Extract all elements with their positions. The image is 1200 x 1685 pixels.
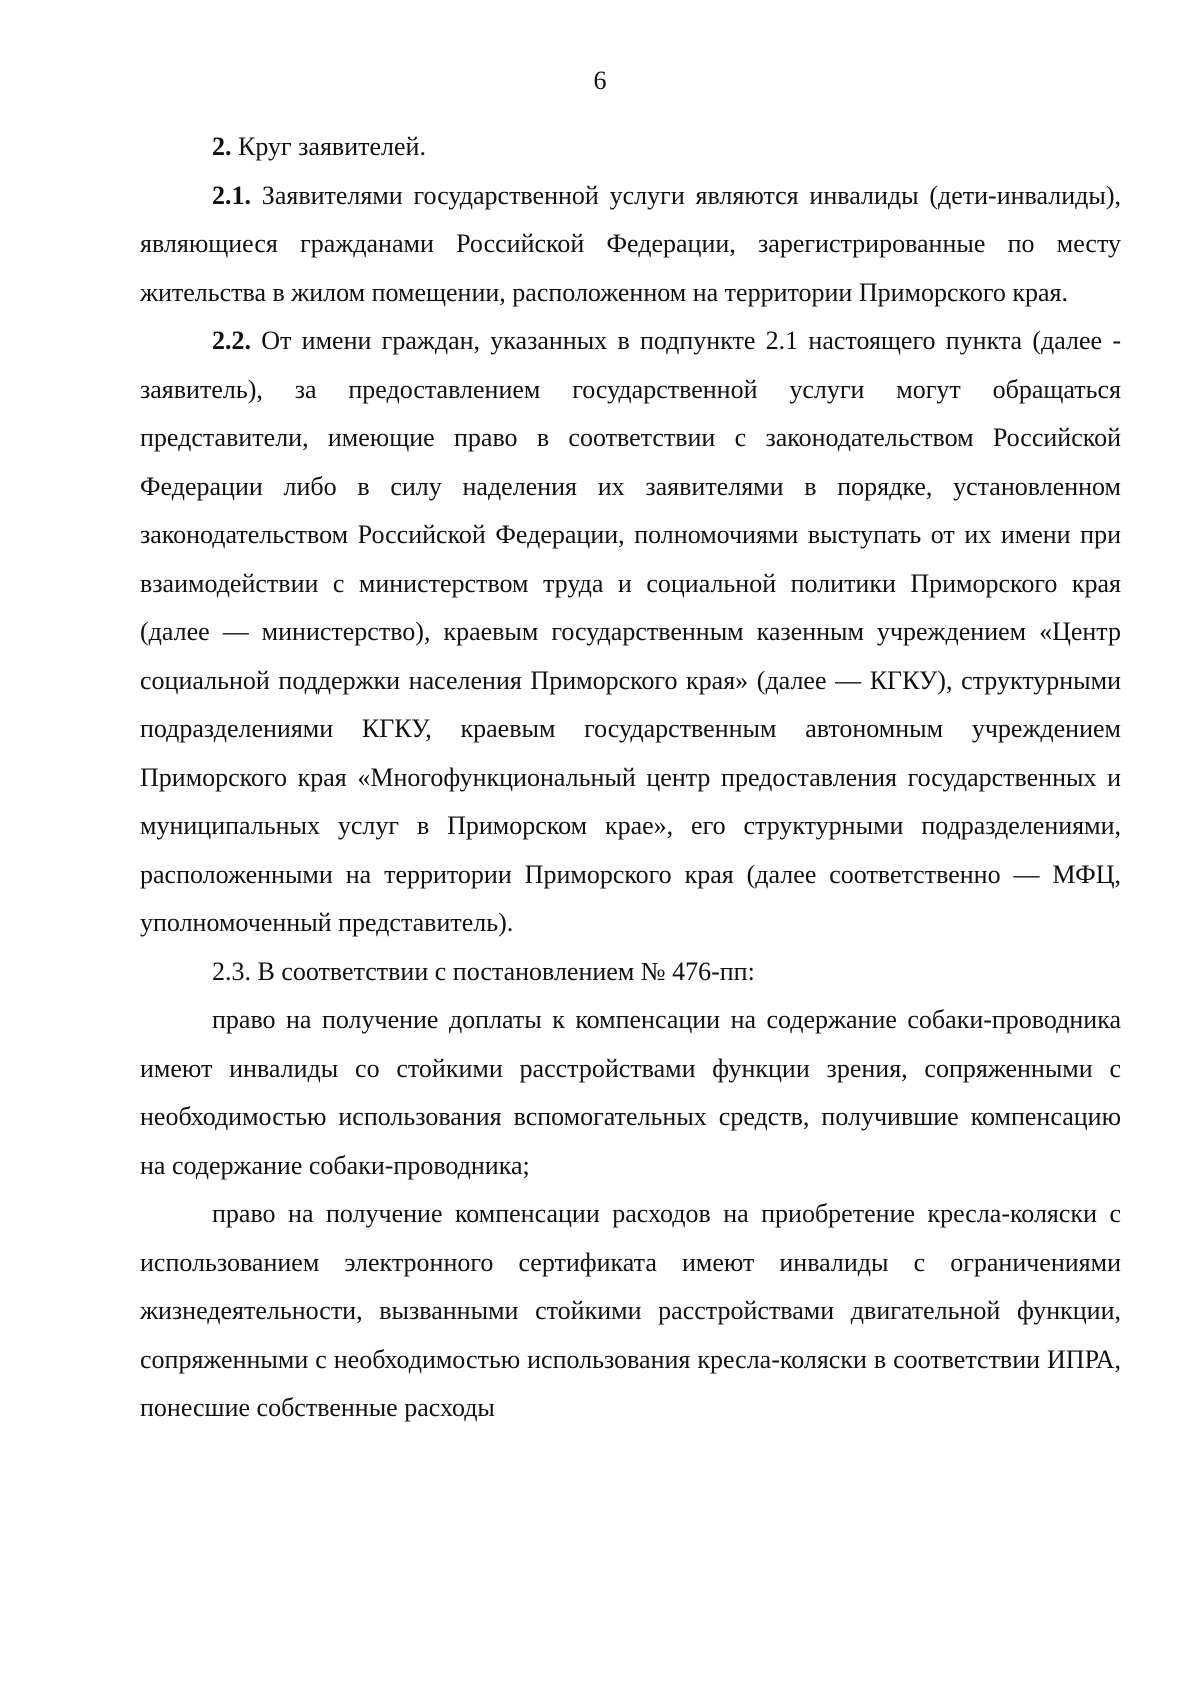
paragraph-2-1 [140, 172, 1121, 318]
paragraph-text: право на получение компенсации расходов на приобретение кресла-коляски с использованием электронного сертификата имеют инвалиды с ограничениями жизнедеятельности, вызванными стойкими расстройствами двигательной функции, сопряженными с необходимостью использования кресла-коляски в соответствии ИПРА, понесшие собственные расходы [140, 1199, 1121, 1422]
paragraph-text: право на получение доплаты к компенсации на содержание собаки-проводника имеют инвалиды со стойкими расстройствами функции зрения, сопряженными с необходимостью использования вспомогательных средств, получившие компенсацию на содержание собаки-проводника; [140, 1005, 1121, 1180]
document-body [140, 123, 1121, 1433]
paragraph-guide-dog [140, 996, 1121, 1190]
paragraph-number: 2.1. [212, 180, 251, 210]
section-number: 2. [212, 132, 232, 161]
paragraph-number: 2.2. [212, 326, 251, 355]
section-text: Круг заявителей. [231, 132, 426, 161]
paragraph-2-2 [140, 317, 1121, 948]
paragraph-2-3 [140, 948, 1121, 997]
paragraph-text: От имени граждан, указанных в подпункте 2.1 настоящего пункта (далее - заявитель), за предоставлением государственной услуги могут обращаться представители, имеющие право в соответствии с законодательством Российской Федерации либо в силу наделения их заявителями в порядке, установленном законодательством Российской Федерации, полномочиями выступать от их имени при взаимодействии с министерством труда и социальной политики Приморского края (далее — министерство), краевым государственным казенным учреждением «Центр социальной поддержки населения Приморского края» (далее — КГКУ), структурными подразделениями КГКУ, краевым государственным автономным учреждением Приморского края «Многофункциональный центр предоставления государственных и муниципальных услуг в Приморском крае», его структурными подразделениями, расположенными на территории Приморского края (далее соответственно — МФЦ, уполномоченный представитель). [140, 326, 1121, 937]
paragraph-wheelchair [140, 1190, 1121, 1433]
paragraph-text: Заявителями государственной услуги являются инвалиды (дети-инвалиды), являющиеся гражданами Российской Федерации, зарегистрированные по месту жительства в жилом помещении, расположенном на территории Приморского края. [140, 180, 1121, 307]
section-heading-applicants [140, 123, 1121, 172]
page-number: 6 [593, 66, 607, 95]
paragraph-text: 2.3. В соответствии с постановлением № 476-пп: [212, 956, 755, 986]
